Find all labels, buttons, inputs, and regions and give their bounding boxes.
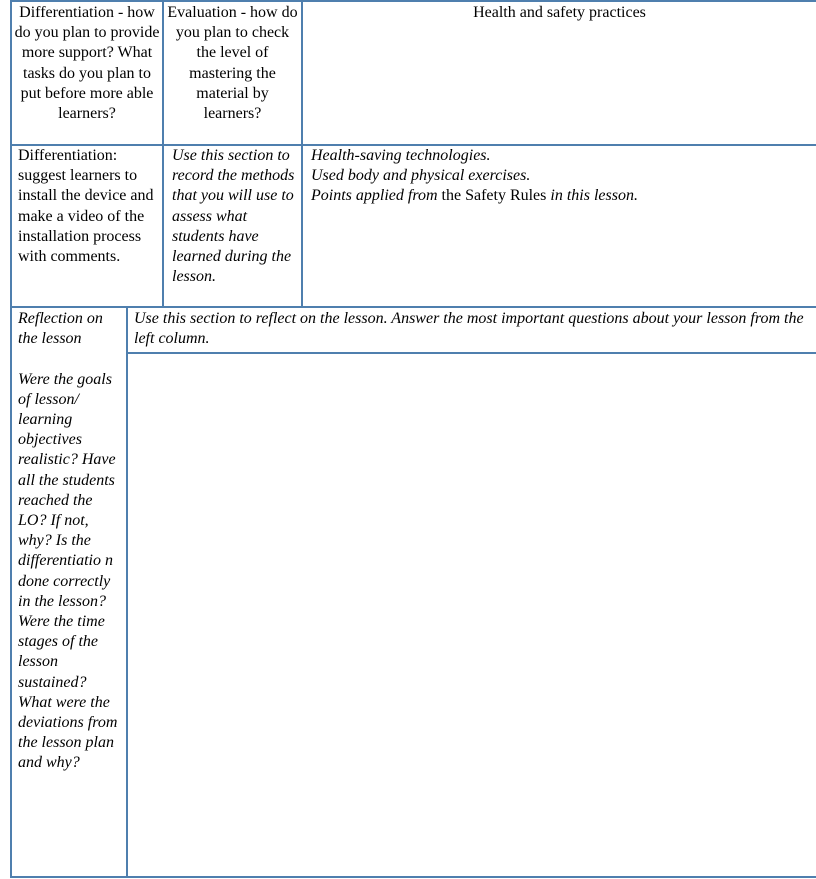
reflection-label: Reflection on the lesson: [18, 310, 103, 348]
health-safety-header-cell: [305, 3, 814, 23]
evaluation-header-cell: [166, 3, 299, 124]
differentiation-answer-cell: [18, 146, 160, 267]
differentiation-answer: Differentiation: suggest learners to install the device and make a video of the installation process with comments.: [18, 147, 154, 266]
table-rule: [10, 876, 816, 878]
evaluation-answer-cell: [172, 146, 299, 287]
table-rule: [301, 0, 303, 308]
evaluation-question: Evaluation - how do you plan to check the level of mastering the material by learners?: [167, 4, 298, 123]
evaluation-answer: Use this section to record the methods that you will use to assess what students have learned during the lesson.: [172, 147, 295, 286]
health-safety-answer-cell: [311, 146, 814, 207]
table-rule: [10, 306, 816, 308]
reflection-questions: Were the goals of lesson/ learning objectives realistic? Have all the students reached the LO? If not, why? Is the differentiatio n done correctly in the lesson? Were the time stages of the lesson sustained? What were the deviations from the lesson plan and why?: [18, 370, 118, 772]
differentiation-header-cell: [14, 3, 160, 124]
table-rule: [10, 0, 816, 2]
health-line-technologies: Health-saving technologies.: [311, 147, 491, 164]
reflection-instruction: Use this section to reflect on the lesson. Answer the most important questions about your lesson from the left column.: [134, 310, 804, 348]
differentiation-question: Differentiation - how do you plan to provide more support? What tasks do you plan to put before more able learners?: [14, 4, 160, 123]
reflection-label-cell: [18, 309, 124, 774]
health-line-exercises: Used body and physical exercises.: [311, 167, 531, 185]
health-line-prefix: Points applied from: [311, 187, 442, 205]
reflection-instruction-cell: [134, 309, 816, 349]
health-safety-title: Health and safety practices: [473, 4, 646, 21]
reflection-answer-area[interactable]: [128, 354, 816, 876]
table-rule: [10, 0, 12, 878]
health-line-safety-rules: [311, 186, 814, 206]
health-line-suffix: in this lesson.: [546, 187, 638, 205]
table-rule: [162, 0, 164, 308]
safety-rules-text: the Safety Rules: [441, 187, 547, 205]
